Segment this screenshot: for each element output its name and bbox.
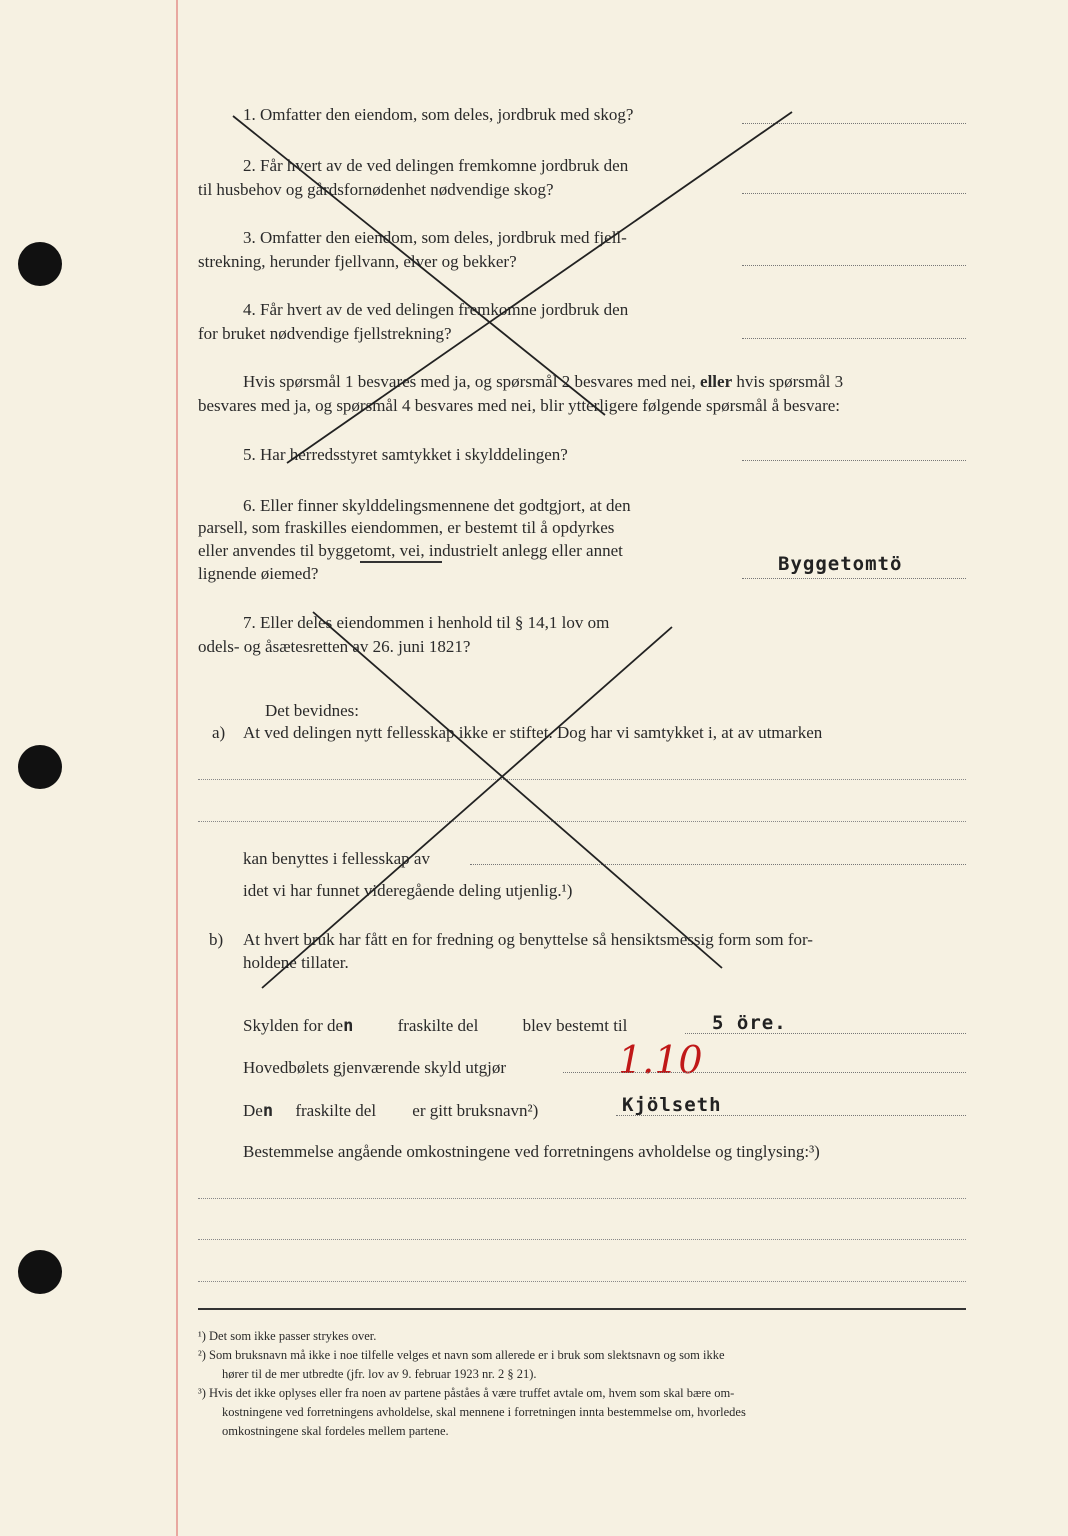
question-6-line-1: 6. Eller finner skylddelingsmennene det godtgjort, at den xyxy=(243,496,631,515)
footnote-3-line-1: ³) Hvis det ikke oplyses eller fra noen av partene påståes å være truffet avtale om, hvem som skal bære om- xyxy=(198,1386,735,1400)
question-2-line-2: til husbehov og gårdsfornødenhet nødvendige skog? xyxy=(198,180,554,199)
bevidnes-b-label: b) xyxy=(209,930,224,949)
skyld-line-3: Den fraskilte del er gitt bruksnavn²) xyxy=(243,1101,539,1121)
question-6-line-2: parsell, som fraskilles eiendommen, er bestemt til å opdyrkes xyxy=(198,518,615,537)
question-4-line-1: 4. Får hvert av de ved delingen fremkomne jordbruk den xyxy=(243,300,629,319)
condition-line-2: besvares med ja, og spørsmål 4 besvares med nei, blir ytterligere følgende spørsmål å besvare: xyxy=(198,396,841,415)
question-6-line-3: eller anvendes til byggetomt, vei, industrielt anlegg eller annet xyxy=(198,541,623,560)
bevidnes-a-line-2: kan benyttes i fellesskap av xyxy=(243,849,430,868)
bevidnes-a-text: At ved delingen nytt fellesskap ikke er stiftet. Dog har vi samtykket i, at av utmarken xyxy=(243,723,823,742)
skyld-line-2: Hovedbølets gjenværende skyld utgjør xyxy=(243,1058,506,1077)
footnote-3-line-2: kostningene ved forretningens avholdelse, skal mennene i forretningen innta bestemmelse om, hvorledes xyxy=(222,1405,746,1419)
condition-line-1: Hvis spørsmål 1 besvares med ja, og spørsmål 2 besvares med nei, eller hvis spørsmål 3 xyxy=(243,372,844,391)
skyld-line-1: Skylden for den fraskilte del blev bestemt til xyxy=(243,1016,628,1036)
answer-6-value: Byggetomtö xyxy=(778,553,903,575)
bevidnes-b-line-2: holdene tillater. xyxy=(243,953,349,972)
question-3-line-2: strekning, herunder fjellvann, elver og bekker? xyxy=(198,252,517,271)
bruksnavn-value: Kjölseth xyxy=(622,1094,722,1116)
skyld-value: 5 öre. xyxy=(712,1012,787,1034)
question-3-line-1: 3. Omfatter den eiendom, som deles, jordbruk med fjell- xyxy=(243,228,627,247)
bevidnes-a-label: a) xyxy=(212,723,226,742)
question-1: 1. Omfatter den eiendom, som deles, jordbruk med skog? xyxy=(243,105,634,124)
footnote-2-line-1: ²) Som bruksnavn må ikke i noe tilfelle velges et navn som allerede er i bruk som slektsnavn og som ikke xyxy=(198,1348,725,1362)
footnote-1: ¹) Det som ikke passer strykes over. xyxy=(198,1329,377,1343)
bevidnes-b-line-1: At hvert bruk har fått en for fredning og benyttelse så hensiktsmessig form som for- xyxy=(243,930,813,949)
question-5: 5. Har herredsstyret samtykket i skylddelingen? xyxy=(243,445,568,464)
bevidnes-a-line-3: idet vi har funnet videregående deling utjenlig.¹) xyxy=(243,881,573,900)
cross-stroke-4 xyxy=(262,627,672,988)
cross-stroke-3 xyxy=(313,612,722,968)
question-6-line-4: lignende øiemed? xyxy=(198,564,319,583)
footnote-2-line-2: hører til de mer utbredte (jfr. lov av 9. februar 1923 nr. 2 § 21). xyxy=(222,1367,537,1381)
question-2-line-1: 2. Får hvert av de ved delingen fremkomne jordbruk den xyxy=(243,156,629,175)
hovedbol-skyld-value: 1.10 xyxy=(618,1038,703,1082)
question-7-line-1: 7. Eller deles eiendommen i henhold til § 14,1 lov om xyxy=(243,613,610,632)
cross-stroke-2 xyxy=(287,112,792,463)
bevidnes-heading: Det bevidnes: xyxy=(265,701,359,720)
question-7-line-2: odels- og åsætesretten av 26. juni 1821? xyxy=(198,637,471,656)
footnote-3-line-3: omkostningene skal fordeles mellem partene. xyxy=(222,1424,449,1438)
skyld-line-4: Bestemmelse angående omkostningene ved forretningens avholdelse og tinglysing:³) xyxy=(243,1142,820,1161)
question-4-line-2: for bruket nødvendige fjellstrekning? xyxy=(198,324,452,343)
cross-stroke-1 xyxy=(233,116,605,415)
